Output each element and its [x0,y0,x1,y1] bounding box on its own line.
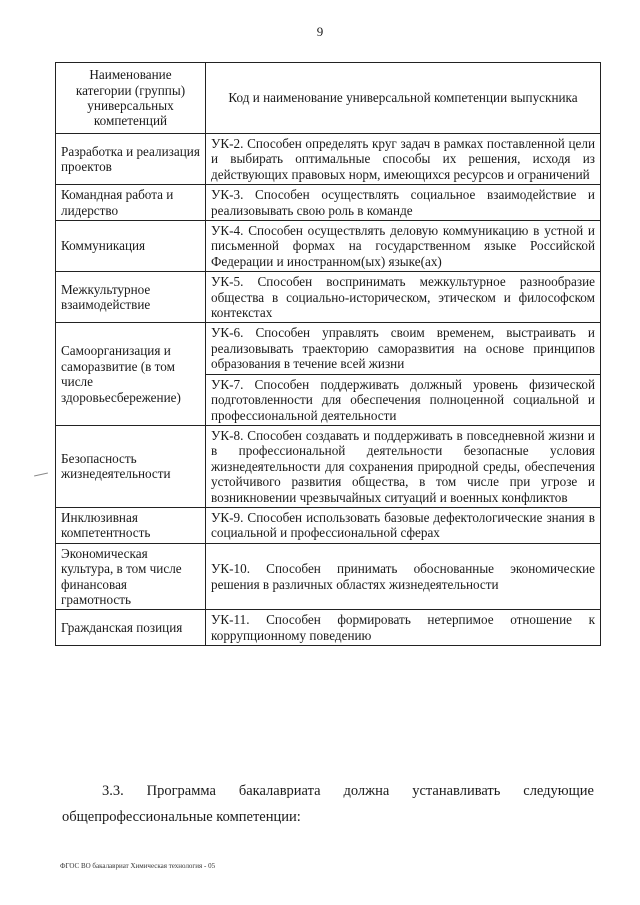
category-cell: Гражданская позиция [56,610,206,646]
competency-cell: УК-7. Способен поддерживать должный уровень физической подготовленности для обеспечения полноценной социальной и профессиональной деятельности [206,374,601,425]
header-category: Наименование категории (группы) универсальных компетенций [56,63,206,134]
table-header-row [56,63,601,134]
table-row [56,543,601,610]
table-row [56,323,601,374]
competency-cell: УК-4. Способен осуществлять деловую коммуникацию в устной и письменной формах на государственном языке Российской Федерации и иностранном(ых) языке(ах) [206,221,601,272]
paragraph-line-1: 3.3. Программа бакалавриата должна устанавливать следующие [102,783,594,799]
category-cell: Межкультурное взаимодействие [56,272,206,323]
category-cell: Инклюзивная компетентность [56,507,206,543]
table-row [56,610,601,646]
category-cell: Командная работа и лидерство [56,185,206,221]
table-row [56,272,601,323]
competency-cell: УК-8. Способен создавать и поддерживать в повседневной жизни и в профессиональной деятельности безопасные условия жизнедеятельности для сохранения природной среды, обеспечения устойчивого развития общества, в том числе при угрозе и возникновении чрезвычайных ситуаций и военных конфликтов [206,425,601,507]
table-row [56,185,601,221]
header-competency: Код и наименование универсальной компетенции выпускника [206,63,601,134]
category-cell: Коммуникация [56,221,206,272]
category-cell: Разработка и реализация проектов [56,134,206,185]
margin-mark [34,473,48,477]
category-cell: Экономическая культура, в том числе финансовая грамотность [56,543,206,610]
competency-cell: УК-11. Способен формировать нетерпимое отношение к коррупционному поведению [206,610,601,646]
competency-cell: УК-5. Способен воспринимать межкультурное разнообразие общества в социально-историческом, этическом и философском контекстах [206,272,601,323]
competency-cell: УК-9. Способен использовать базовые дефектологические знания в социальной и профессиональной сферах [206,507,601,543]
category-cell: Самоорганизация и саморазвитие (в том числе здоровьесбережение) [56,323,206,425]
competency-cell: УК-3. Способен осуществлять социальное взаимодействие и реализовывать свою роль в команде [206,185,601,221]
competency-cell: УК-10. Способен принимать обоснованные экономические решения в различных областях жизнедеятельности [206,543,601,610]
table-row [56,221,601,272]
category-cell: Безопасность жизнедеятельности [56,425,206,507]
competency-cell: УК-2. Способен определять круг задач в рамках поставленной цели и выбирать оптимальные способы их решения, исходя из действующих правовых норм, имеющихся ресурсов и ограничений [206,134,601,185]
competency-cell: УК-6. Способен управлять своим временем, выстраивать и реализовывать траекторию саморазвития на основе принципов образования в течение всей жизни [206,323,601,374]
competency-table [55,62,601,646]
footer-text: ФГОС ВО бакалавриат Химическая технология - 05 [60,862,216,870]
table-row [56,425,601,507]
paragraph-line-2: общепрофессиональные компетенции: [62,809,301,825]
page-number: 9 [316,24,324,39]
table-row [56,134,601,185]
table-row [56,507,601,543]
